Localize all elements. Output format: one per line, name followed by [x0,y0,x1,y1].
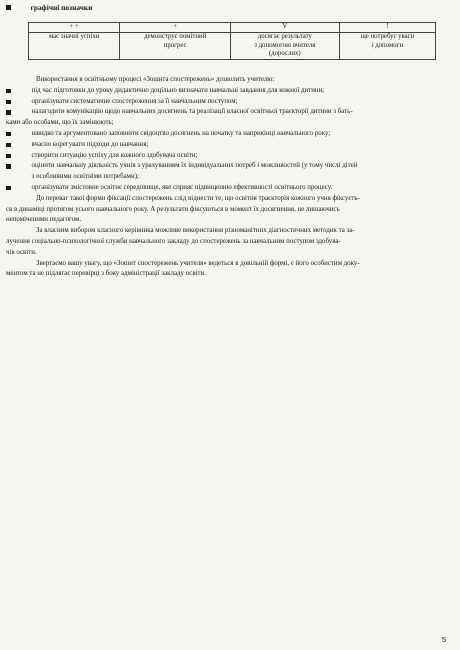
table-description-cell [29,33,120,60]
description-line: і допомоги [371,41,404,49]
paragraph-line: лучення соціально-психологічної служби навчального закладу до спостережень за навчальним поступом здобува- [6,237,341,245]
table-symbol-cell: + [120,23,231,33]
bullet-square [6,132,11,137]
list-item-text: організувати змістовне освітнє середовище, яке сприяє підвищенню ефективності освітнього процесу. [31,183,333,191]
graphic-marks-table [28,22,436,60]
paragraph-line: До переваг такої форми фіксації спостережень слід віднести те, що освітня траєкторія кожного учня фіксуєть- [36,194,360,202]
bullet-square [6,186,11,191]
bullet-square [6,89,11,94]
list-item-continuation [6,172,446,183]
body-paragraph [6,226,446,258]
page-number: 5 [441,635,446,644]
bullet-square [6,100,11,105]
bullet-square [6,5,11,10]
list-item-continuation [6,118,446,129]
list-item [6,97,446,108]
description-line: ще потребує уваги [360,33,415,40]
list-item-text: під час підготовки до уроку дидактично доцільно визначати навчальні завдання для кожної дитини; [31,86,325,94]
description-line: (дорослих) [268,50,301,58]
list-item [6,151,446,162]
table-symbol-cell: V [230,23,339,33]
section-heading: графічні позначки [30,3,93,12]
list-item-text: швидко та аргументовано заповнити свідоцтво досягнень на початку та наприкінці навчального року; [31,129,331,137]
list-item-text: створити ситуацію успіху для кожного здобувача освіти; [31,151,198,159]
paragraph-line: За власним вибором класного керівника можливе використання різноманітних діагностичних методик та за- [36,227,355,235]
table-symbol-cell: + + [29,23,120,33]
list-item-text: ками або особами, що їх замінюють; [6,119,114,127]
description-line: з допомогою вчителя [254,41,316,49]
list-item-text: організувати систематичне спостереження за її навчальним поступом; [31,97,238,105]
body-paragraph [6,194,446,226]
list-item [6,86,446,97]
table-description-cell [120,33,231,60]
paragraph-line: ся в динаміці протягом усього навчального року. А результати фіксуються в момент їх досягнення, не лишаючись [6,205,340,213]
list-item-text: оцінити навчальну діяльність учнів з урахуванням їх індивідуальних потреб і можливостей (у тому числі дітей [31,162,358,170]
list-item-text: вчасно корегувати підходи до навчання; [31,140,149,148]
list-item [6,183,446,194]
paragraph-line: непоміченими педагогом. [6,216,82,224]
bullet-square [6,154,11,159]
paragraph-line: чів освіти. [6,248,37,256]
paragraph-line: Звертаємо вашу увагу, що «Зошит спостережень учителя» ведеться в довільній формі, є його особистим доку- [36,259,360,267]
benefits-list [6,86,446,194]
intro-paragraph: Використання в освітньому процесі «Зошита спостережень» дозволить учителю: [36,76,275,83]
body-paragraph [6,259,446,281]
list-item [6,161,446,172]
list-item-text: з особливими освітніми потребами); [31,173,139,181]
description-line: прогрес [163,41,187,49]
bullet-square [6,164,11,169]
description-line: досягає результату [257,33,312,40]
bullet-square [6,143,11,148]
list-item [6,107,446,118]
table-description-cell [230,33,339,60]
list-item [6,129,446,140]
bullet-square [6,110,11,115]
description-line: демонструє помітний [144,33,207,40]
list-item [6,140,446,151]
heading-bullet [6,3,446,12]
description-line: має значні успіхи [48,33,100,40]
table-description-cell [339,33,435,60]
list-item-text: налагодити комунікацію щодо навчальних досягнень та реалізації власної освітньої траєкторії дитини з бать- [31,108,353,116]
paragraph-line: ментом та не підлягає перевірці з боку адміністрації закладу освіти. [6,270,206,278]
table-symbol-cell: ! [339,23,435,33]
